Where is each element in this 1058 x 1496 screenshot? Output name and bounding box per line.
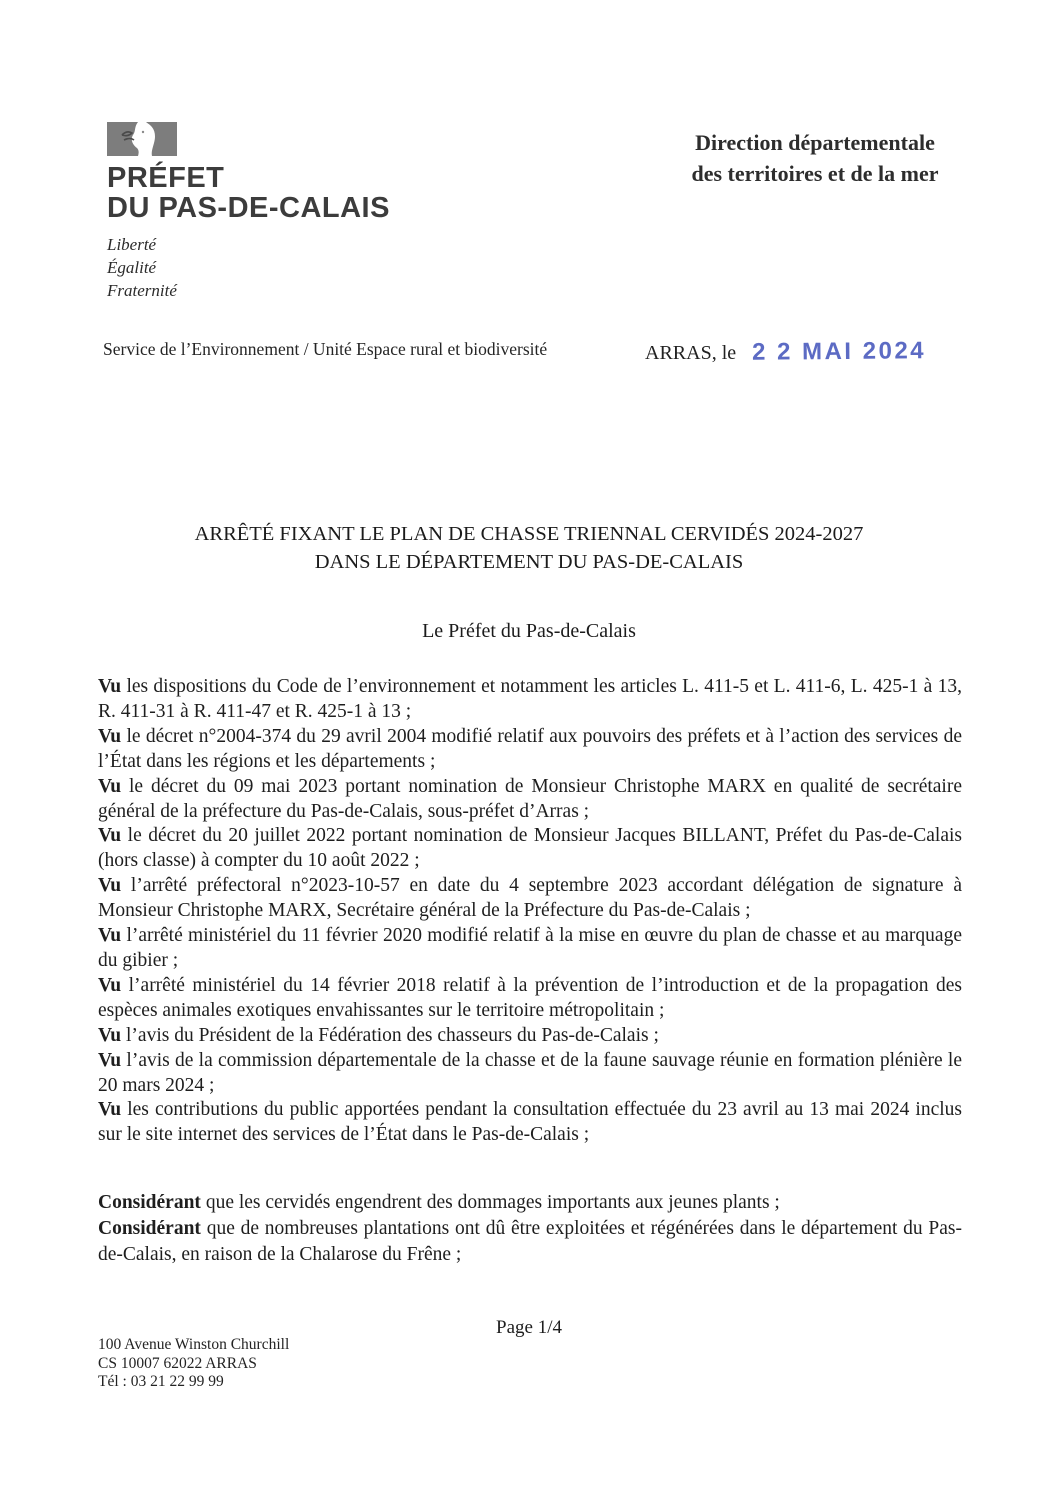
motto-fraternite: Fraternité [107, 281, 177, 300]
direction-block [648, 127, 982, 189]
motto-egalite: Égalité [107, 258, 157, 277]
service-line: Service de l’Environnement / Unité Espace rural et biodiversité [103, 339, 548, 359]
vu-paragraph: Vu l’arrêté préfectoral n°2023-10-57 en date du 4 septembre 2023 accordant délégation de signature à Monsieur Christophe MARX, Secrétaire général de la Préfecture du Pas-de-Calais ; [98, 875, 962, 922]
considerant-paragraph: Considérant que de nombreuses plantations ont dû être exploitées et régénérées dans le département du Pas-de-Calais, en raison de la Chalarose du Frêne ; [98, 1217, 962, 1265]
direction-line1: Direction départementale [695, 130, 935, 155]
document-subtitle: Le Préfet du Pas-de-Calais [422, 620, 636, 642]
considerant-paragraph: Considérant que les cervidés engendrent des dommages importants aux jeunes plants ; [98, 1192, 780, 1213]
prefecture-logo-block [107, 122, 390, 302]
marianne-logo-icon [107, 122, 177, 156]
republic-motto [107, 233, 390, 302]
footer-address-line1: 100 Avenue Winston Churchill [98, 1336, 290, 1353]
vu-paragraph: Vu l’avis du Président de la Fédération des chasseurs du Pas-de-Calais ; [98, 1024, 659, 1046]
footer-address-line3: Tél : 03 21 22 99 99 [98, 1373, 224, 1390]
vu-paragraph: Vu le décret du 20 juillet 2022 portant nomination de Monsieur Jacques BILLANT, Préfet du Pas-de-Calais (hors classe) à compter du 10 août 2022 ; [98, 825, 962, 872]
vu-paragraph: Vu le décret n°2004-374 du 29 avril 2004 modifié relatif aux pouvoirs des préfets et à l’action des services de l’État dans les régions et les départements ; [98, 725, 962, 772]
motto-liberte: Liberté [107, 235, 157, 254]
vu-paragraph: Vu l’arrêté ministériel du 14 février 2018 relatif à la prévention de l’introduction et de la propagation des espèces animales exotiques envahissantes sur le territoire métropolitain ; [98, 974, 962, 1021]
footer-address [98, 1336, 289, 1392]
prefet-wordmark-line1: PRÉFET [107, 162, 225, 194]
footer-address-line2: CS 10007 62022 ARRAS [98, 1354, 257, 1372]
page-number: Page 1/4 [496, 1317, 562, 1338]
document-title [0, 521, 1058, 576]
document-title-line1: ARRÊTÉ FIXANT LE PLAN DE CHASSE TRIENNAL CERVIDÉS 2024-2027 [194, 523, 864, 545]
date-stamp: 2 2 MAI 2024 [752, 337, 927, 366]
vu-paragraph: Vu les dispositions du Code de l’environnement et notamment les articles L. 411-5 et L. 411-6, L. 425-1 à 13, R. 411-31 à R. 411-47 et R. 425-1 à 13 ; [98, 676, 962, 722]
vu-paragraph: Vu les contributions du public apportées pendant la consultation effectuée du 23 avril au 13 mai 2024 inclus sur le site internet des services de l’État dans le Pas-de-Calais ; [98, 1099, 962, 1146]
document-title-line2: DANS LE DÉPARTEMENT DU PAS-DE-CALAIS [314, 550, 744, 573]
place-label: ARRAS, le [645, 342, 737, 364]
considerant-paragraphs [98, 1190, 962, 1267]
vu-paragraphs [98, 675, 962, 1148]
direction-line2: des territoires et de la mer [691, 161, 939, 186]
prefet-wordmark-line2: DU PAS-DE-CALAIS [107, 192, 390, 224]
vu-paragraph: Vu le décret du 09 mai 2023 portant nomination de Monsieur Christophe MARX en qualité de secrétaire général de la préfecture du Pas-de-Calais, sous-préfet d’Arras ; [98, 775, 962, 822]
place-date-line [645, 338, 926, 366]
vu-paragraph: Vu l’avis de la commission départementale de la chasse et de la faune sauvage réunie en formation plénière le 20 mars 2024 ; [98, 1049, 962, 1096]
vu-paragraph: Vu l’arrêté ministériel du 11 février 2020 modifié relatif à la mise en œuvre du plan de chasse et au marquage du gibier ; [98, 925, 962, 971]
